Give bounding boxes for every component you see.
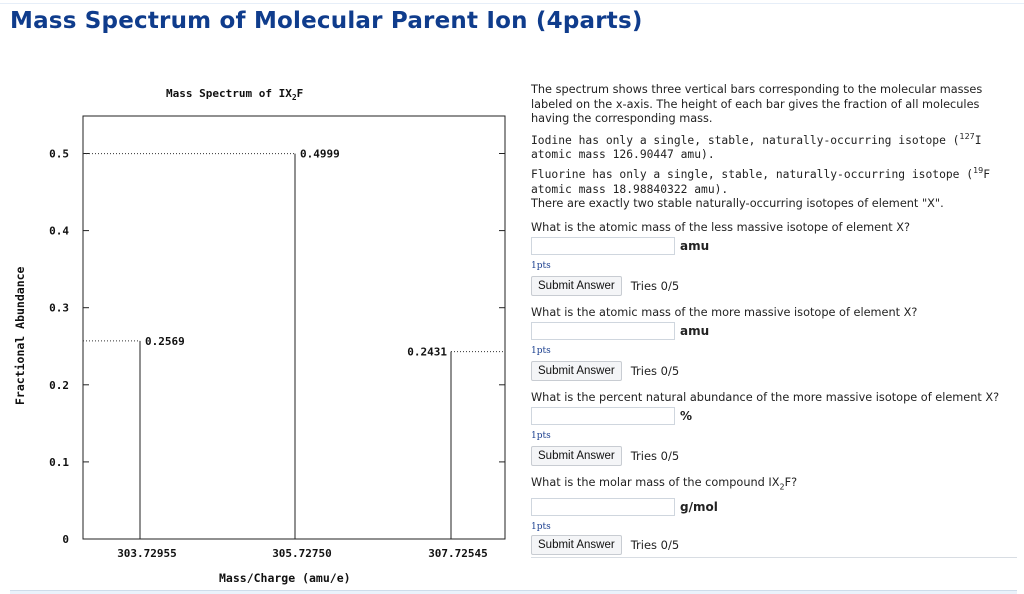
question-3 <box>531 391 1019 466</box>
question-text: What is the atomic mass of the more massive isotope of element X? <box>531 306 918 319</box>
bar-value-label: 0.2569 <box>145 334 185 348</box>
question-text: What is the percent natural abundance of the more massive isotope of element X? <box>531 391 1000 404</box>
x-tick-label: 305.72750 <box>272 547 332 560</box>
tries-counter: Tries 0/5 <box>630 449 680 463</box>
section-divider <box>531 557 1017 558</box>
unit-label: g/mol <box>680 500 718 515</box>
question-4 <box>531 476 1019 555</box>
x-tick-label: 303.72955 <box>117 547 177 560</box>
x-axis-label: Mass/Charge (amu/e) <box>219 571 351 585</box>
bars <box>83 148 505 539</box>
question-2 <box>531 306 1019 381</box>
y-tick-label: 0.1 <box>49 455 69 469</box>
mass-spectrum-chart <box>10 69 531 594</box>
y-tick-label: 0 <box>62 533 69 546</box>
chart-title: Mass Spectrum of $IX_2F$ <box>166 87 304 102</box>
y-tick-label: 0.5 <box>49 147 69 161</box>
points-label: 1pts <box>531 431 551 441</box>
page-title: Mass Spectrum of Molecular Parent Ion (4parts) <box>10 8 643 34</box>
intro-paragraph-4: There are exactly two stable naturally-occurring isotopes of element "X". <box>531 197 944 211</box>
tries-counter: Tries 0/5 <box>630 538 680 553</box>
top-divider <box>0 3 1024 4</box>
unit-label: amu <box>680 324 710 338</box>
points-label: 1pts <box>531 346 551 356</box>
x-axis <box>117 547 488 560</box>
y-tick-label: 0.2 <box>49 378 69 392</box>
tries-counter: Tries 0/5 <box>630 279 680 293</box>
unit-label: amu <box>680 239 710 253</box>
y-tick-label: 0.3 <box>49 301 69 315</box>
intro-paragraph-1: The spectrum shows three vertical bars corresponding to the molecular masses labeled on the x-axis. The height of each bar gives the fraction of all molecules having the corresponding mass. <box>531 83 983 125</box>
submit-answer-button[interactable]: Submit Answer <box>531 276 622 296</box>
answer-input[interactable] <box>531 407 675 425</box>
submit-answer-button[interactable]: Submit Answer <box>531 535 622 555</box>
points-label: 1pts <box>531 522 551 533</box>
bar-value-label: 0.2431 <box>407 345 447 359</box>
answer-input[interactable] <box>531 498 675 516</box>
intro-paragraph-3: Fluorine has only a single, stable, naturally-occurring isotope ($^{19}$F atomic mass 18.98840322 amu). <box>531 166 991 196</box>
y-tick-label: 0.4 <box>49 224 69 238</box>
intro-paragraph-2: Iodine has only a single, stable, naturally-occurring isotope ($^{127}$I atomic mass 126.90447 amu). <box>531 131 982 161</box>
bottom-panel-edge <box>10 590 1017 594</box>
question-text: What is the atomic mass of the less massive isotope of element X? <box>531 221 911 234</box>
plot-frame <box>83 116 505 539</box>
answer-input[interactable] <box>531 322 675 340</box>
tries-counter: Tries 0/5 <box>630 364 680 378</box>
question-1 <box>531 221 1019 296</box>
points-label: 1pts <box>531 261 551 271</box>
y-axis-label: Fractional Abundance <box>13 266 27 405</box>
problem-description <box>531 83 1019 212</box>
bar-value-label: 0.4999 <box>300 147 340 161</box>
unit-label: % <box>680 409 693 423</box>
x-tick-label: 307.72545 <box>428 547 488 560</box>
submit-answer-button[interactable]: Submit Answer <box>531 446 622 466</box>
question-text: What is the molar mass of the compound $IX_2F$? <box>531 476 798 492</box>
submit-answer-button[interactable]: Submit Answer <box>531 361 622 381</box>
answer-input[interactable] <box>531 237 675 255</box>
